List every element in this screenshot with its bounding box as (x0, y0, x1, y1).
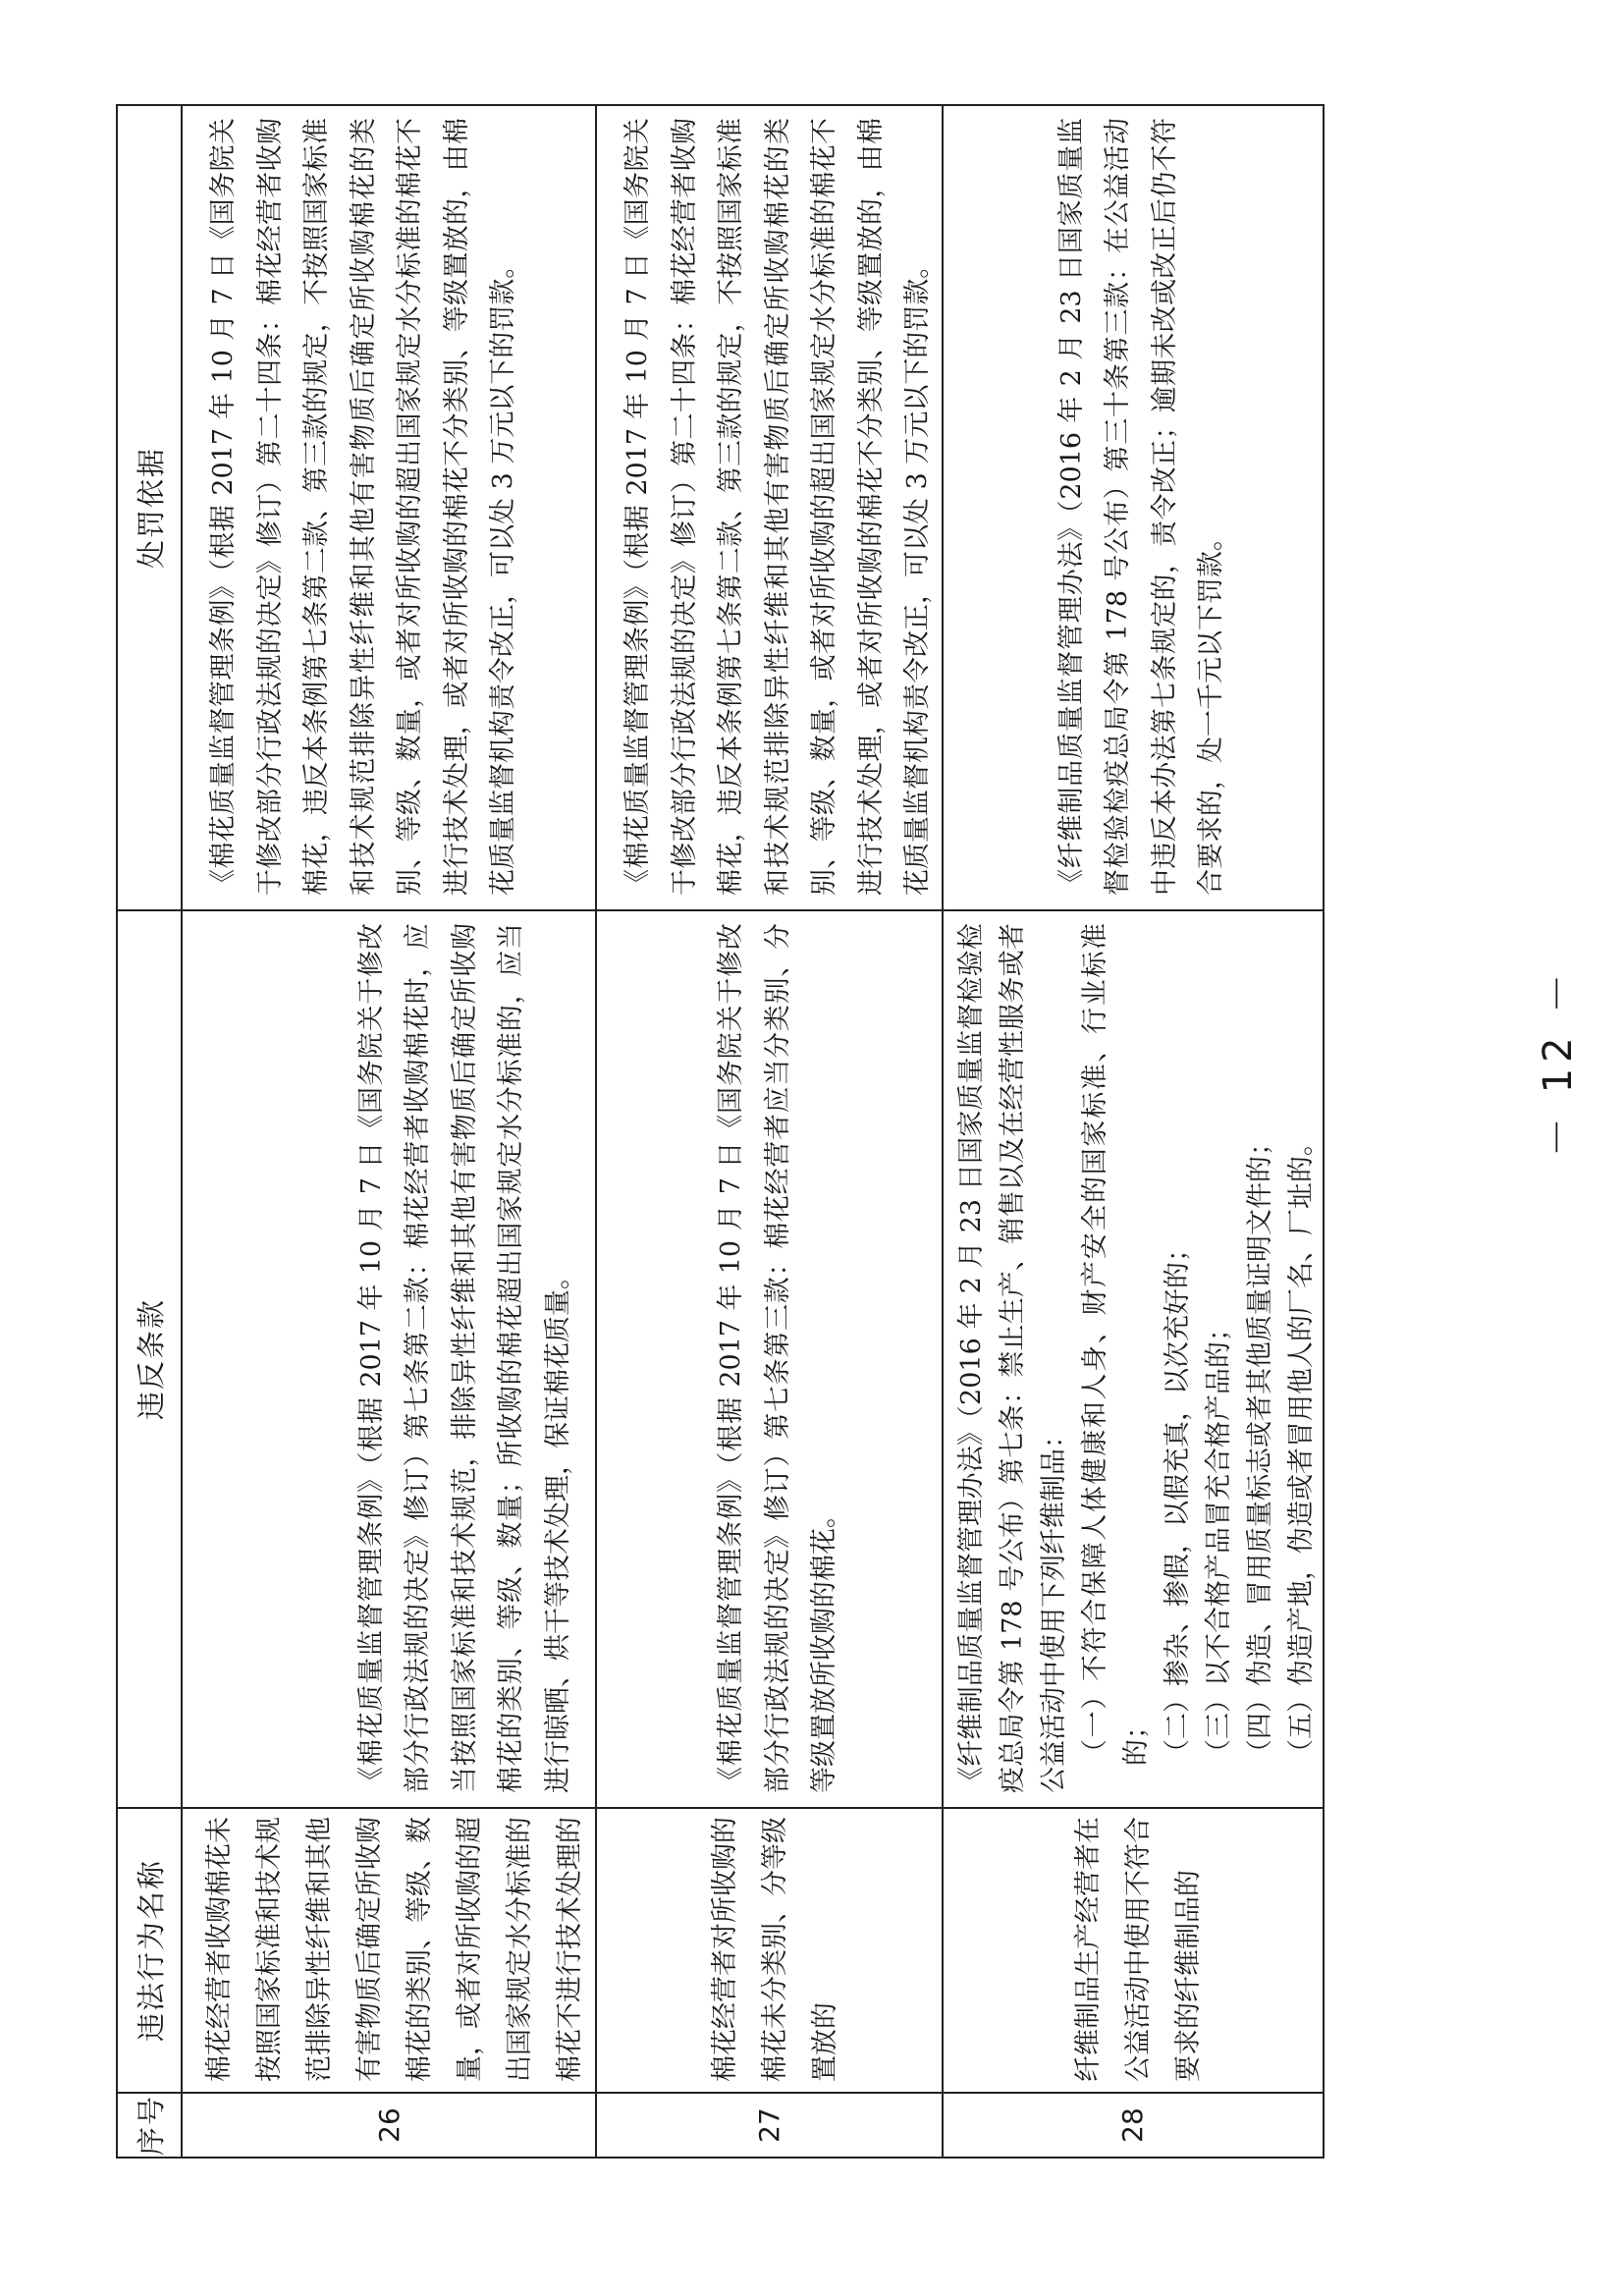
row-seq: 26 (182, 2093, 596, 2158)
row-clause-cell (596, 910, 943, 1808)
header-name: 违法行为名称 (117, 1808, 182, 2093)
row-name-cell (596, 1808, 943, 2093)
penalty-table (116, 104, 1325, 2159)
clause-intro: 《纤维制品质量监督管理办法》（2016 年 2 月 23 日国家质量监督检验检疫总局令第 178 号公布）第七条：禁止生产、销售以及在经营性服务或者公益活动中使用下列纤维制品： (955, 923, 1069, 1793)
row-clause: 《棉花质量监督管理条例》（根据 2017 年 10 月 7 日《国务院关于修改部分行政法规的决定》修订）第七条第三款：棉花经营者应当分类别、分等级置放所收购的棉花。 (716, 923, 839, 1793)
row-basis-cell (596, 105, 943, 910)
clause-item: （四）伪造、冒用质量标志或者其他质量证明文件的； (1244, 1129, 1275, 1766)
row-name: 棉花经营者对所收购的棉花未分类别、分等级置放的 (709, 1817, 840, 2082)
row-basis: 《棉花质量监督管理条例》（根据 2017 年 10 月 7 日《国务院关于修改部分行政法规的决定》修订）第二十四条：棉花经营者收购棉花，违反本条例第七条第二款、第三款的规定，不按照国家标准和技术规范排除异性纤维和其他有害物质后确定所收购棉花的类别、等级、数量，或者对所收购的超出国家规定水分标准的棉花不进行技术处理，或者对所收购的棉花不分类别、等级置放的，由棉花质量监督机构责令改正，可以处 3 万元以下的罚款。 (208, 118, 518, 896)
row-name-cell (943, 1808, 1324, 2093)
row-basis: 《纤维制品质量监督管理办法》（2016 年 2 月 23 日国家质量监督检验检疫总局令第 178 号公布）第三十条第三款：在公益活动中违反本办法第七条规定的，责令改正；逾期未改或改正后仍不符合要求的，处一千元以下罚款。 (1055, 118, 1226, 896)
header-seq: 序号 (117, 2093, 182, 2158)
row-clause-cell (182, 910, 596, 1808)
header-clause: 违反条款 (117, 910, 182, 1808)
row-basis-cell (943, 105, 1324, 910)
row-name: 纤维制品生产经营者在公益活动中使用不符合要求的纤维制品的 (1073, 1817, 1204, 2082)
table-row (596, 105, 943, 2158)
row-seq: 27 (596, 2093, 943, 2158)
row-seq: 28 (943, 2093, 1324, 2158)
table-row (182, 105, 596, 2158)
clause-item: （二）掺杂、掺假，以假充真，以次充好的； (1162, 1235, 1193, 1766)
clause-item: （三）以不合格产品冒充合格产品的； (1203, 1315, 1234, 1766)
clause-item: （五）伪造产地，伪造或者冒用他人的厂名、厂址的。 (1285, 1129, 1317, 1766)
clause-item: （一）不符合保障人体健康和人身、财产安全的国家标准、行业标准的； (1079, 923, 1152, 1766)
header-basis: 处罚依据 (117, 105, 182, 910)
table-row (943, 105, 1324, 2158)
row-basis: 《棉花质量监督管理条例》（根据 2017 年 10 月 7 日《国务院关于修改部分行政法规的决定》修订）第二十四条：棉花经营者收购棉花，违反本条例第七条第二款、第三款的规定，不按照国家标准和技术规范排除异性纤维和其他有害物质后确定所收购棉花的类别、等级、数量，或者对所收购的超出国家规定水分标准的棉花不进行技术处理，或者对所收购的棉花不分类别、等级置放的，由棉花质量监督机构责令改正，可以处 3 万元以下的罚款。 (622, 118, 933, 896)
table-header-row (117, 105, 182, 2158)
row-clause: 《棉花质量监督管理条例》（根据 2017 年 10 月 7 日《国务院关于修改部分行政法规的决定》修订）第七条第二款：棉花经营者收购棉花时，应当按照国家标准和技术规范，排除异性纤维和其他有害物质后确定所收购棉花的类别、等级、数量；所收购的棉花超出国家规定水分标准的，应当进行晾晒、烘干等技术处理，保证棉花质量。 (355, 923, 573, 1793)
row-name: 棉花经营者收购棉花未按照国家标准和技术规范排除异性纤维和其他有害物质后确定所收购棉花的类别、等级、数量，或者对所收购的超出国家规定水分标准的棉花不进行技术处理的 (204, 1817, 585, 2082)
row-clause (944, 911, 1323, 1807)
row-clause-cell (943, 910, 1324, 1808)
page-number: － 12 － (1536, 967, 1581, 1157)
row-name-cell (182, 1808, 596, 2093)
row-basis-cell (182, 105, 596, 910)
